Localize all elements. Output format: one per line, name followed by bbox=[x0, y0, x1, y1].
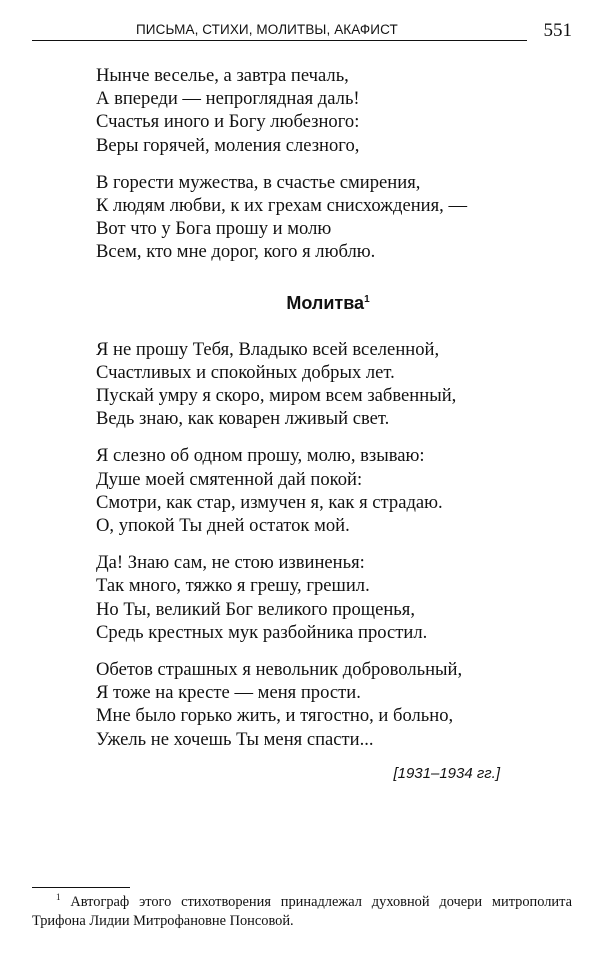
verse-line: Я тоже на кресте — меня прости. bbox=[96, 682, 361, 704]
verse-line: О, упокой Ты дней остаток мой. bbox=[96, 515, 350, 537]
verse-line: Пускай умру я скоро, миром всем забвенный, bbox=[96, 385, 457, 407]
verse-line: Всем, кто мне дорог, кого я люблю. bbox=[96, 241, 376, 263]
verse-line: Счастья иного и Богу любезного: bbox=[96, 111, 360, 133]
footnote-rule bbox=[32, 887, 130, 888]
verse-line: Я слезно об одном прошу, молю, взываю: bbox=[96, 445, 425, 467]
verse-line: Да! Знаю сам, не стою извиненья: bbox=[96, 552, 365, 574]
verse-line: Но Ты, великий Бог великого прощенья, bbox=[96, 598, 415, 620]
header-rule bbox=[32, 40, 527, 41]
poem-stanza-3 bbox=[96, 551, 566, 644]
verse-line: Счастливых и спокойных добрых лет. bbox=[96, 361, 395, 383]
running-title: ПИСЬМА, СТИХИ, МОЛИТВЫ, АКАФИСТ bbox=[136, 22, 398, 37]
page-header bbox=[32, 20, 572, 44]
footnote-text: Автограф этого стихотворения принадлежал духовной дочери митрополита Трифона Лидии Митрофановне Понсовой. bbox=[32, 894, 572, 929]
verse-line: Ведь знаю, как коварен лживый свет. bbox=[96, 408, 390, 430]
verse-line: К людям любви, к их грехам снисхождения, — bbox=[96, 195, 468, 217]
intro-stanza-2 bbox=[96, 171, 566, 264]
intro-stanza-1 bbox=[96, 64, 566, 157]
poem-title-text: Молитва bbox=[286, 292, 365, 313]
verse-line: Так много, тяжко я грешу, грешил. bbox=[96, 575, 370, 597]
verse-line: Ужель не хочешь Ты меня спасти... bbox=[96, 728, 374, 750]
verse-line: Душе моей смятенной дай покой: bbox=[96, 468, 363, 490]
verse-line: Обетов страшных я невольник добровольный, bbox=[96, 659, 463, 681]
poem-title bbox=[93, 292, 563, 314]
verse-line: Смотри, как стар, измучен я, как я страдаю. bbox=[96, 491, 443, 513]
verse-line: Веры горячей, моления слезного, bbox=[96, 134, 360, 156]
poem-stanza-4 bbox=[96, 658, 566, 751]
poem-stanza-2 bbox=[96, 444, 566, 537]
verse-line: Мне было горько жить, и тягостно, и больно, bbox=[96, 705, 454, 727]
page-content bbox=[96, 64, 566, 782]
footnote-reference: 1 bbox=[364, 293, 370, 305]
verse-line: Вот что у Бога прошу и молю bbox=[96, 218, 332, 240]
verse-line: В горести мужества, в счастье смирения, bbox=[96, 171, 421, 193]
verse-line: Нынче веселье, а завтра печаль, bbox=[96, 65, 349, 86]
footnote-mark: 1 bbox=[56, 892, 61, 903]
poem-stanza-1 bbox=[96, 338, 566, 431]
page-number: 551 bbox=[543, 20, 572, 41]
verse-line: Я не прошу Тебя, Владыко всей вселенной, bbox=[96, 338, 440, 360]
verse-line: Средь крестных мук разбойника простил. bbox=[96, 621, 428, 643]
poem-date: [1931–1934 гг.] bbox=[393, 764, 500, 782]
verse-line: А впереди — непроглядная даль! bbox=[96, 88, 360, 110]
footnote bbox=[32, 893, 572, 931]
